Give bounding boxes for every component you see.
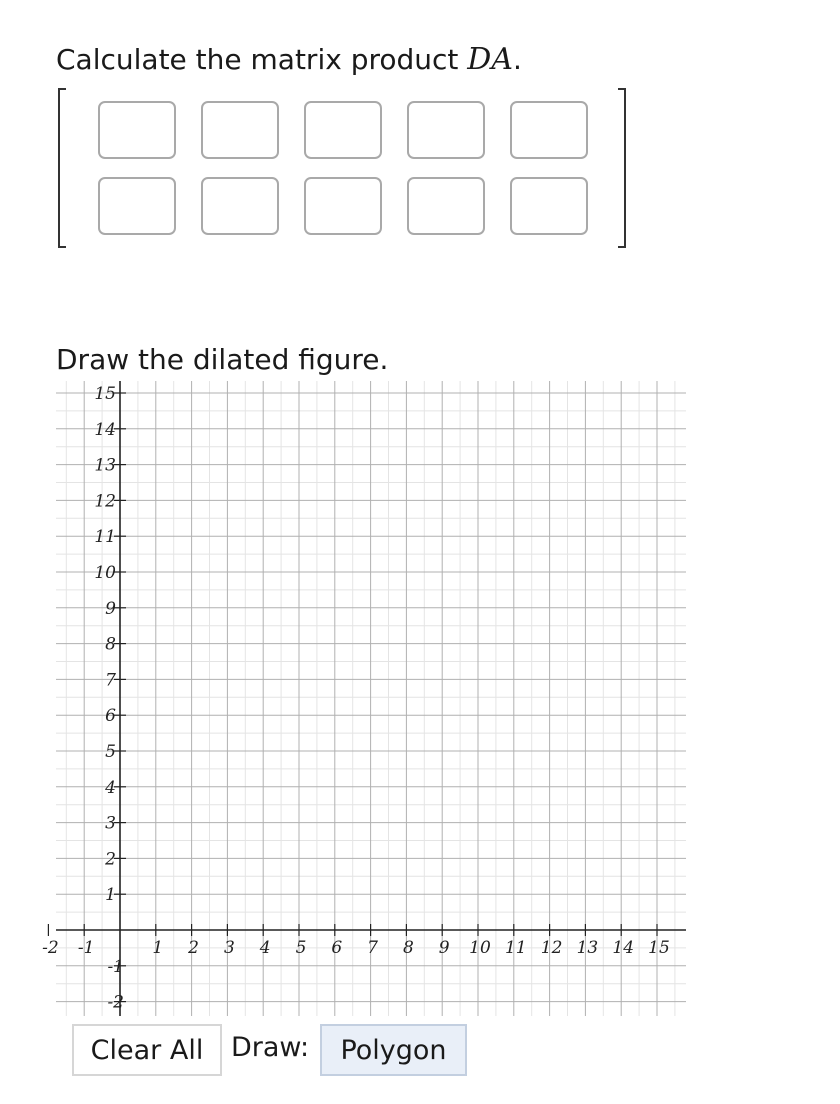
- x-tick-label: 2: [188, 938, 200, 958]
- polygon-tool-button[interactable]: Polygon: [320, 1024, 467, 1076]
- y-tick-label: 12: [94, 491, 116, 512]
- prompt-text: Calculate the matrix product: [56, 43, 459, 76]
- y-tick-label: 1: [105, 885, 116, 906]
- prompt-period: .: [513, 43, 522, 76]
- draw-label: Draw:: [231, 1032, 310, 1063]
- x-tick-label: -1: [77, 938, 95, 958]
- y-tick-label: 11: [94, 527, 116, 548]
- major-grid: [56, 381, 686, 1016]
- x-tick-label: 4: [259, 938, 271, 958]
- y-tick-label: 10: [94, 563, 116, 583]
- x-tick-label: 11: [504, 938, 527, 958]
- y-tick-label: 13: [94, 455, 116, 476]
- x-tick-label: 8: [402, 938, 414, 958]
- graph-title: Draw the dilated figure.: [56, 343, 389, 376]
- y-tick-label: 14: [94, 419, 116, 440]
- y-tick-label: 9: [105, 598, 116, 619]
- y-tick-label: 6: [105, 706, 116, 727]
- y-tick-label: 15: [94, 384, 116, 404]
- x-tick-label: 3: [223, 938, 235, 958]
- x-tick-label: 7: [367, 938, 379, 958]
- x-tick-label: 15: [648, 938, 670, 958]
- y-tick-label: 4: [105, 777, 116, 798]
- x-tick-label: 14: [612, 938, 635, 958]
- y-tick-label: 7: [105, 670, 116, 691]
- y-tick-label: 3: [105, 813, 116, 834]
- x-tick-label: 9: [438, 938, 450, 958]
- tick-labels: [42, 384, 670, 1013]
- x-tick-label: -2: [42, 938, 59, 958]
- x-tick-label: 12: [540, 938, 563, 958]
- x-tick-label: 1: [152, 938, 164, 958]
- clear-all-button[interactable]: Clear All: [72, 1024, 222, 1076]
- y-tick-label: -2: [107, 992, 124, 1013]
- x-tick-label: 5: [295, 938, 307, 958]
- y-tick-label: 8: [105, 634, 116, 655]
- y-tick-label: -1: [107, 956, 124, 977]
- y-tick-label: 2: [105, 849, 116, 870]
- x-tick-label: 13: [576, 938, 599, 958]
- matrix-name: DA: [467, 42, 514, 77]
- x-tick-label: 10: [469, 938, 491, 958]
- x-tick-label: 6: [331, 938, 343, 958]
- axes: [48, 381, 686, 1016]
- y-tick-label: 5: [105, 742, 116, 762]
